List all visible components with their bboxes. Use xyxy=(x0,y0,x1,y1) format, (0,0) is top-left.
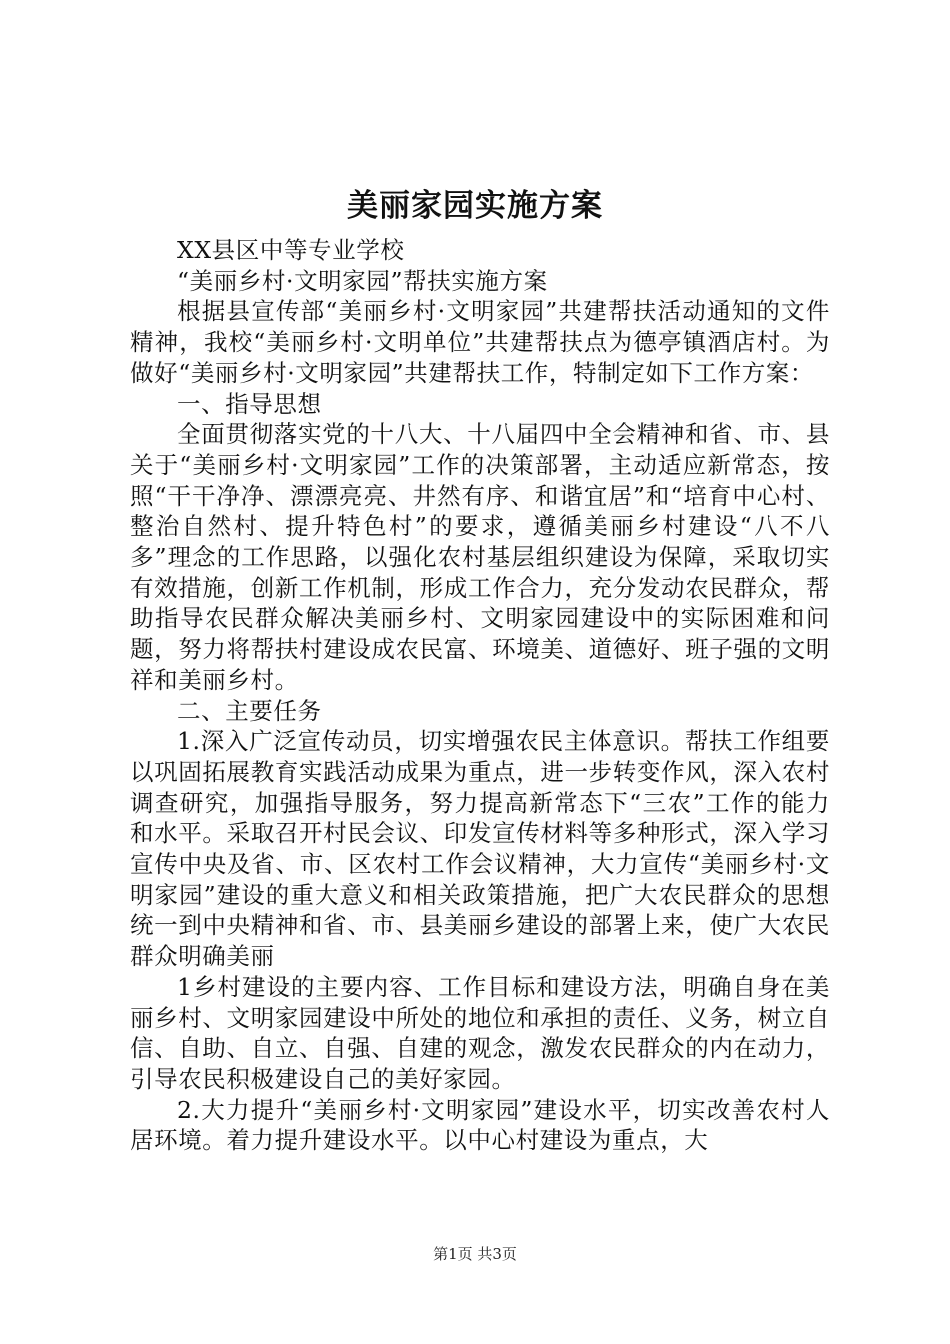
page-number-footer: 第1页 共3页 xyxy=(433,1245,517,1263)
document-title: 美丽家园实施方案 xyxy=(347,188,603,224)
task-1-continued-paragraph: 1乡村建设的主要内容、工作目标和建设方法，明确自身在美丽乡村、文明家园建设中所处的地位和承担的责任、义务，树立自信、自助、自立、自强、自建的观念，激发农民群众的内在动力，引导农民积极建设自己的美好家园。 xyxy=(130,972,830,1093)
intro-paragraph: 根据县宣传部“美丽乡村·文明家园”共建帮扶活动通知的文件精神，我校“美丽乡村·文明单位”共建帮扶点为德亭镇酒店村。为做好“美丽乡村·文明家园”共建帮扶工作，特制定如下工作方案： xyxy=(130,297,830,387)
section-heading-guiding-ideology: 一、指导思想 xyxy=(177,389,322,418)
guiding-ideology-paragraph: 全面贯彻落实党的十八大、十八届四中全会精神和省、市、县关于“美丽乡村·文明家园”工作的决策部署，主动适应新常态，按照“干干净净、漂漂亮亮、井然有序、和谐宜居”和“培育中心村、整治自然村、提升特色村”的要求，遵循美丽乡村建设“八不八多”理念的工作思路，以强化农村基层组织建设为保障，采取切实有效措施，创新工作机制，形成工作合力，充分发动农民群众，帮助指导农民群众解决美丽乡村、文明家园建设中的实际困难和问题，努力将帮扶村建设成农民富、环境美、道德好、班子强的文明祥和美丽乡村。 xyxy=(130,420,830,694)
section-heading-main-tasks: 二、主要任务 xyxy=(177,696,322,725)
document-body xyxy=(130,235,830,1156)
task-2-paragraph: 2.大力提升“美丽乡村·文明家园”建设水平，切实改善农村人居环境。着力提升建设水平。以中心村建设为重点，大 xyxy=(130,1095,830,1155)
plan-subtitle-line: “美丽乡村·文明家园”帮扶实施方案 xyxy=(177,266,548,295)
task-1-paragraph: 1.深入广泛宣传动员，切实增强农民主体意识。帮扶工作组要以巩固拓展教育实践活动成果为重点，进一步转变作风，深入农村调查研究，加强指导服务，努力提高新常态下“三农”工作的能力和水平。采取召开村民会议、印发宣传材料等多种形式，深入学习宣传中央及省、市、区农村工作会议精神，大力宣传“美丽乡村·文明家园”建设的重大意义和相关政策措施，把广大农民群众的思想统一到中央精神和省、市、县美丽乡建设的部署上来，使广大农民群众明确美丽 xyxy=(130,727,830,971)
school-name-line: XX县区中等专业学校 xyxy=(177,236,405,264)
